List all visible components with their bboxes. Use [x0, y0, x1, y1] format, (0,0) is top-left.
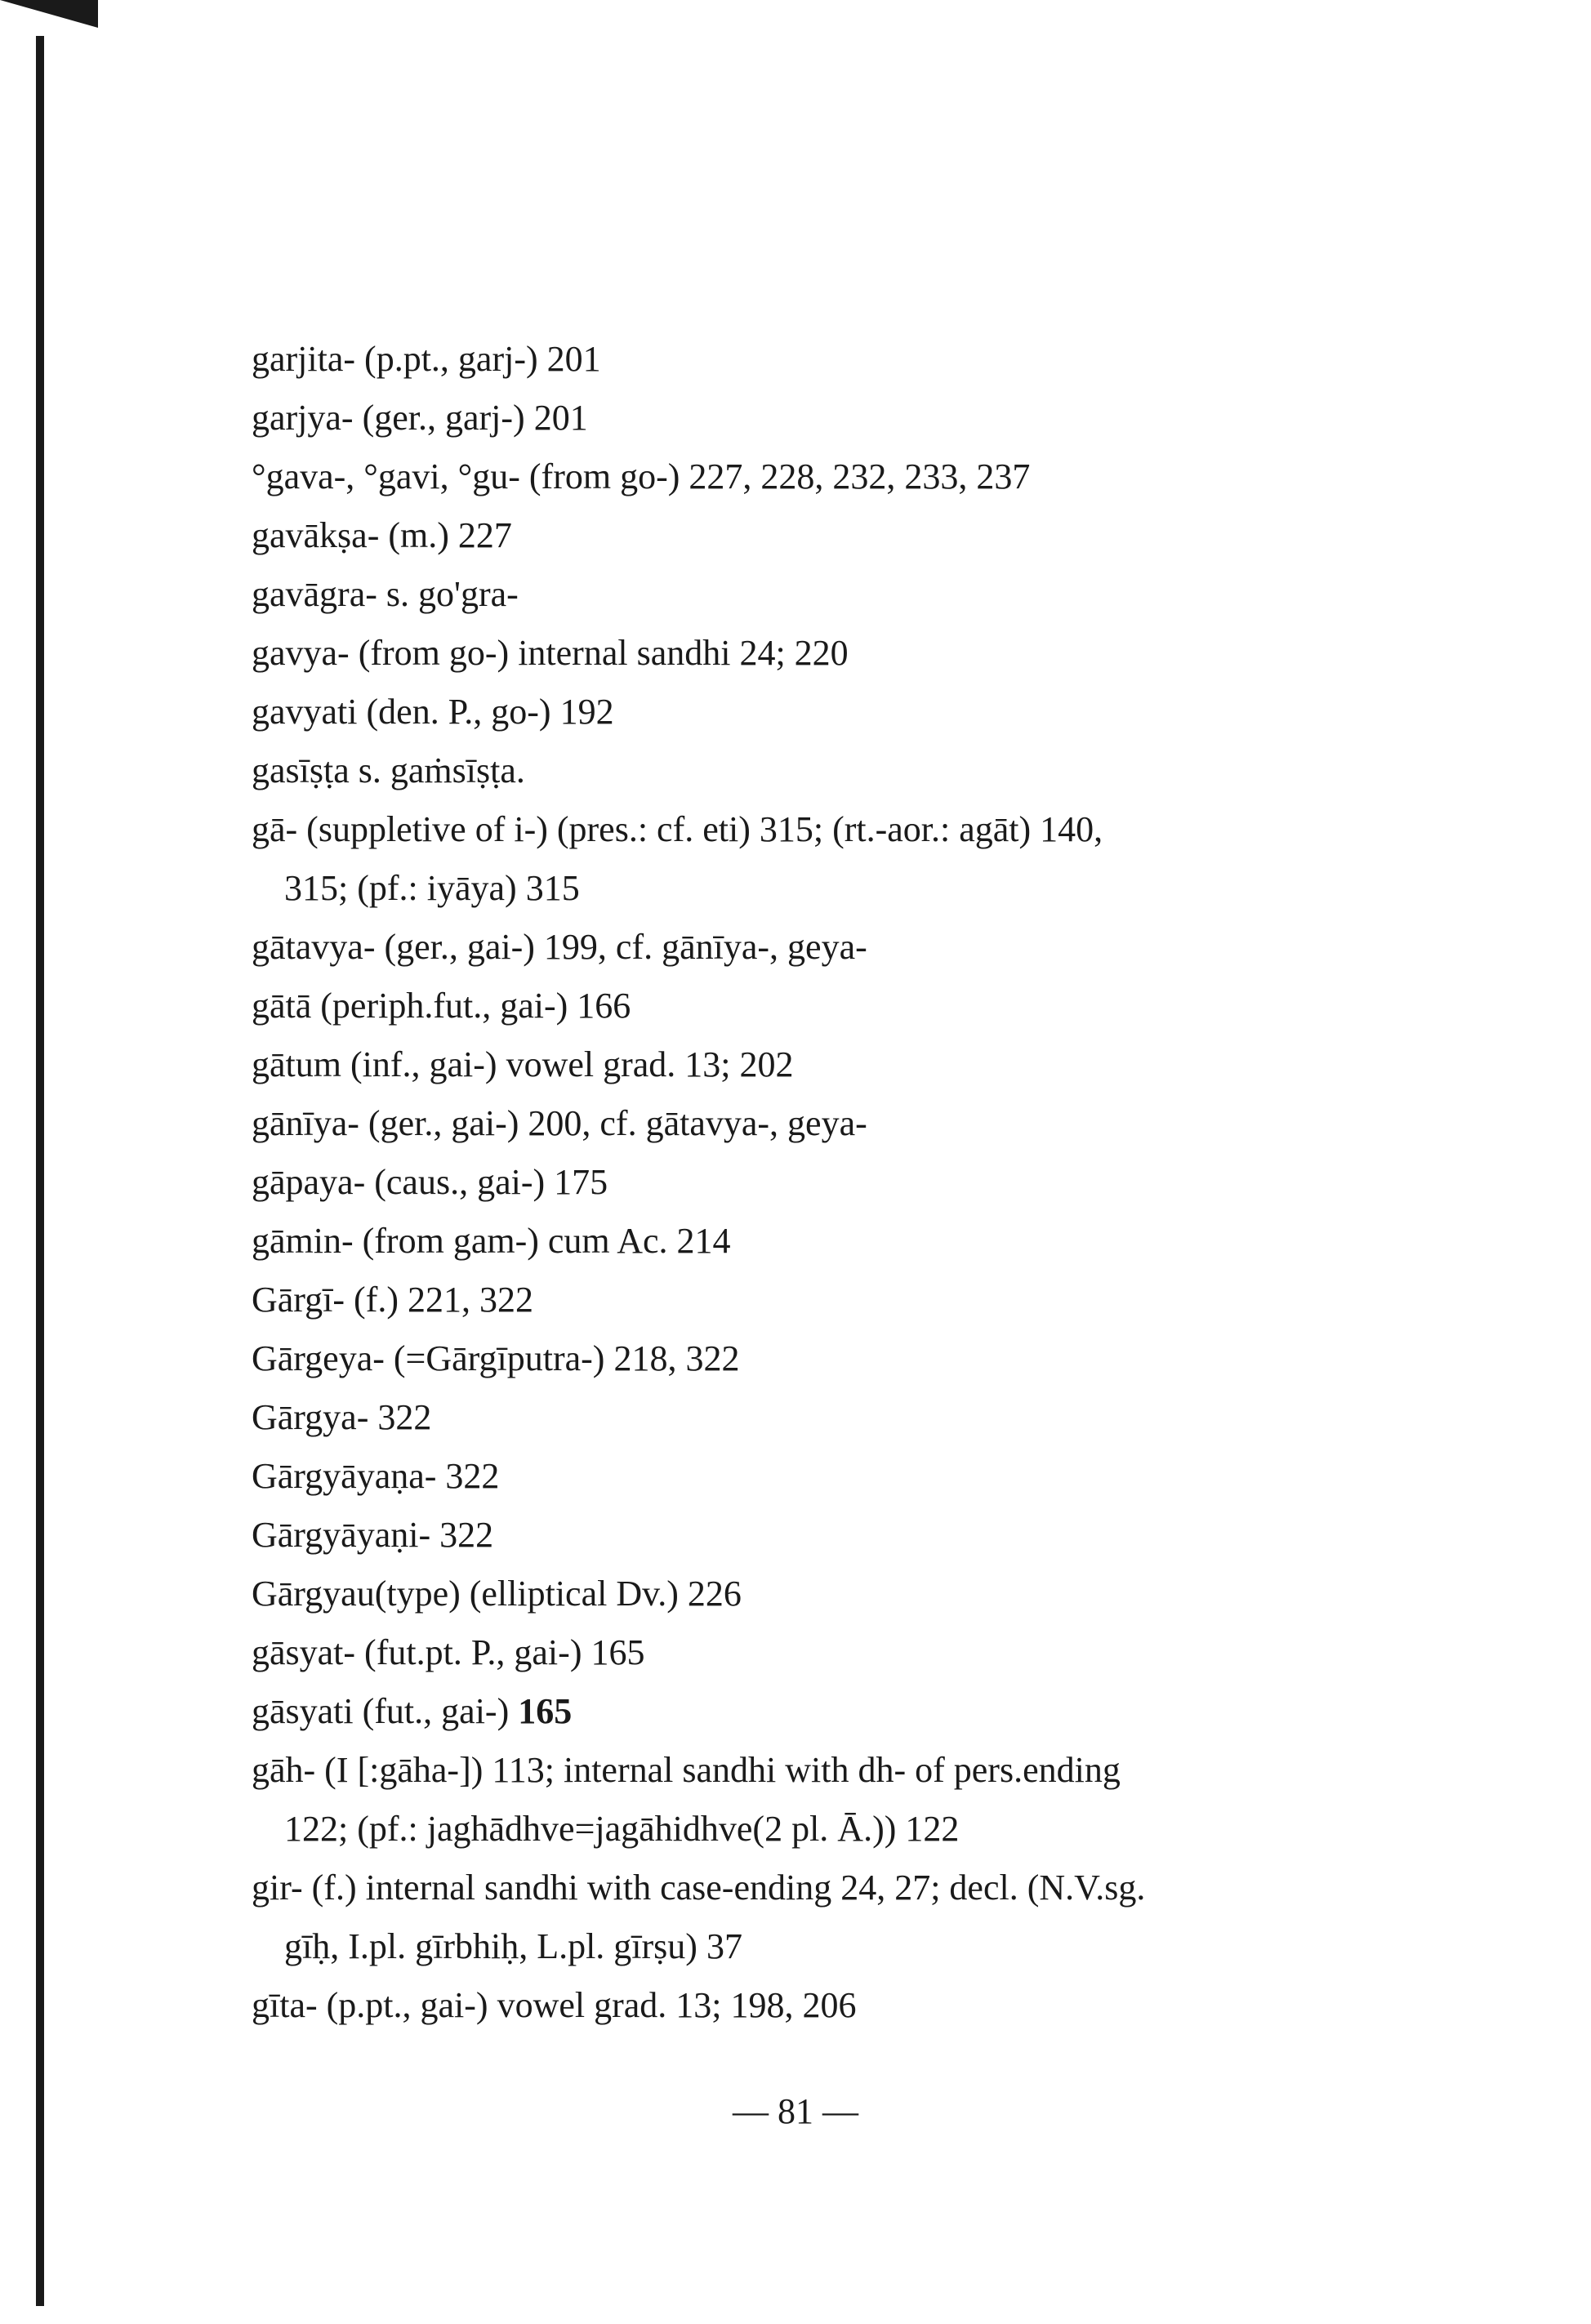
index-entry: gavākṣa- (m.) 227 [252, 515, 512, 555]
index-entry: gāmin- (from gam-) cum Ac. 214 [252, 1221, 731, 1261]
index-entry: Gārgya- 322 [252, 1397, 432, 1437]
index-entry: garjita- (p.pt., garj-) 201 [252, 339, 601, 379]
bold-page-ref: 165 [518, 1691, 573, 1731]
index-entry: Gārgyāyaṇi- 322 [252, 1515, 494, 1555]
index-entry: gāsyat- (fut.pt. P., gai-) 165 [252, 1632, 645, 1672]
index-entry: gavāgra- s. go'gra- [252, 574, 519, 614]
index-entry: Gārgyau(type) (elliptical Dv.) 226 [252, 1574, 742, 1614]
index-entry: gātā (periph.fut., gai-) 166 [252, 986, 631, 1026]
page-number: — 81 — [733, 2091, 858, 2131]
index-entry: gavyati (den. P., go-) 192 [252, 692, 614, 732]
index-entry: Gārgeya- (=Gārgīputra-) 218, 322 [252, 1338, 740, 1378]
index-entry: gasīṣṭa s. gaṁsīṣṭa. [252, 750, 525, 790]
index-entry: gātum (inf., gai-) vowel grad. 13; 202 [252, 1044, 794, 1084]
binding-edge-bar [36, 36, 44, 2306]
index-entry: gāsyati (fut., gai-) 165 [252, 1691, 573, 1731]
entry-continuation: 315; (pf.: iyāya) 315 [284, 868, 580, 908]
index-entry: garjya- (ger., garj-) 201 [252, 398, 588, 438]
index-entry: Gārgyāyaṇa- 322 [252, 1456, 500, 1496]
index-entry: gavya- (from go-) internal sandhi 24; 220 [252, 633, 849, 673]
index-page [252, 330, 1346, 2035]
index-entry: Gārgī- (f.) 221, 322 [252, 1280, 533, 1320]
index-entry: °gava-, °gavi, °gu- (from go-) 227, 228, 232, 233, 237 [252, 456, 1031, 496]
index-entry: gāh- (I [:gāha-]) 113; internal sandhi with dh- of pers.ending 122; (pf.: jaghādhve=jagāhidhve(2 pl. Ā.)) 122 [252, 1741, 1346, 1859]
entry-continuation: gīḥ, I.pl. gīrbhiḥ, L.pl. gīrṣu) 37 [284, 1926, 742, 1966]
index-entry: gir- (f.) internal sandhi with case-ending 24, 27; decl. (N.V.sg. gīḥ, I.pl. gīrbhiḥ, L.pl. gīrṣu) 37 [252, 1859, 1346, 1976]
binding-edge-corner [0, 0, 98, 28]
index-entry: gānīya- (ger., gai-) 200, cf. gātavya-, geya- [252, 1103, 867, 1143]
index-entry: gā- (suppletive of i-) (pres.: cf. eti) 315; (rt.-aor.: agāt) 140, 315; (pf.: iyāya) 315 [252, 800, 1346, 918]
index-entry: gātavya- (ger., gai-) 199, cf. gānīya-, geya- [252, 927, 867, 967]
index-entry: gāpaya- (caus., gai-) 175 [252, 1162, 608, 1202]
index-entry: gīta- (p.pt., gai-) vowel grad. 13; 198, 206 [252, 1985, 857, 2025]
entry-continuation: 122; (pf.: jaghādhve=jagāhidhve(2 pl. Ā.)) 122 [284, 1809, 960, 1849]
